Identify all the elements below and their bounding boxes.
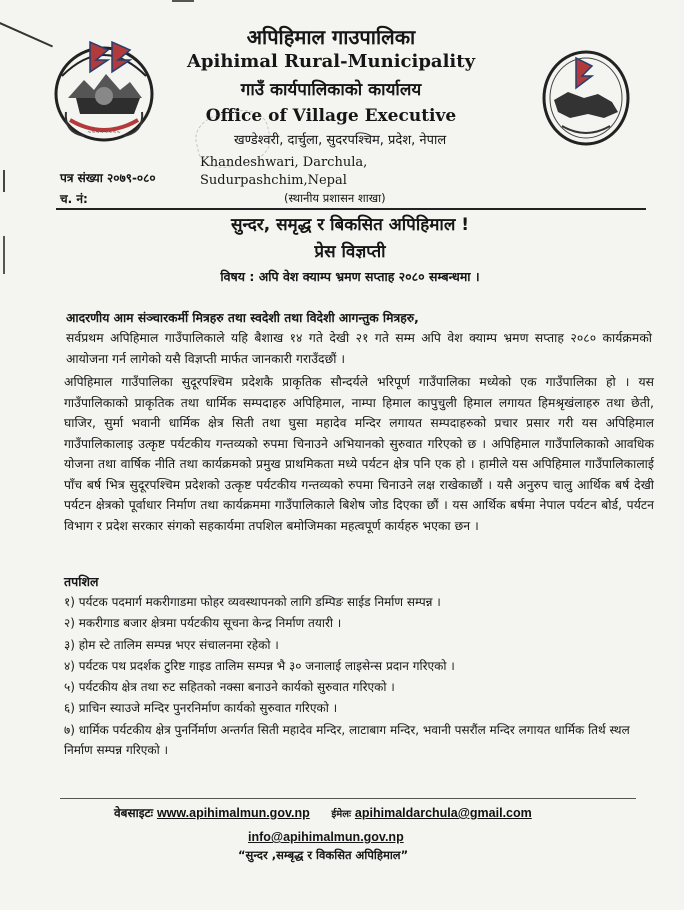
email-link-primary[interactable]: apihimaldarchula@gmail.com (354, 806, 532, 820)
scan-top-fragment (172, 0, 194, 2)
footer-divider (60, 798, 636, 799)
dispatch-number: च. नं: (60, 192, 88, 206)
header-divider (56, 208, 646, 210)
list-item: १) पर्यटक पदमार्ग मकरीगाडमा फोहर व्यवस्थापनको लागि डम्पिङ साईड निर्माण सम्पन्न । (64, 595, 441, 609)
office-name-np: गाउँ कार्यपालिकाको कार्यालय (240, 80, 422, 100)
office-name-en: Office of Village Executive (205, 106, 457, 126)
tapsil-list (64, 592, 656, 760)
list-item: ६) प्राचिन स्याउजे मन्दिर पुनरनिर्माण कार्यको सुरुवात गरिएको । (64, 701, 338, 716)
svg-text:~~~~~~~~: ~~~~~~~~ (87, 130, 121, 136)
scan-edge-mark (3, 170, 5, 192)
office-address-np: खण्डेश्वरी, दार्चुला, सुदरपश्चिम, प्रदेश, नेपाल (234, 133, 447, 148)
footer-slogan: “सुन्दर ,सम्बृद्ध र विकसित अपिहिमाल” (238, 848, 409, 862)
email-label: ईमेलः (331, 809, 352, 820)
subject-line: विषय : अपि वेश क्याम्प भ्रमण सप्ताह २०८० सम्बन्धमा । (220, 269, 480, 284)
office-address-en: Khandeshwari, Darchula, Sudurpashchim,Nepal (200, 155, 368, 188)
municipality-name-np: अपिहिमाल गाउपालिका (246, 25, 416, 49)
list-item: ३) होम स्टे तालिम सम्पन्न भएर संचालनमा रहेको । (64, 637, 279, 652)
website-link[interactable]: www.apihimalmun.gov.np (156, 806, 310, 820)
list-item: ७) धार्मिक पर्यटकीय क्षेत्र पुनर्निर्माण अन्तर्गत सिती महादेव मन्दिर, लाटाबाग मन्दिर, भवानी पसरौंल मन्दिर लगायत धार्मिक तिर्थ स्थल निर्माण सम्पन्न गरिएको । (64, 722, 630, 757)
scan-edge-line (0, 22, 53, 47)
municipality-name-en: Apihimal Rural-Municipality (186, 51, 476, 72)
government-emblem-icon (50, 36, 158, 148)
section-label: (स्थानीय प्रशासन शाखा) (284, 191, 386, 205)
scan-edge-mark (3, 236, 5, 274)
footer-contact-row (114, 804, 654, 824)
document-title: प्रेस विज्ञप्ती (314, 242, 386, 262)
salutation: आदरणीय आम संञ्चारकर्मी मित्रहरु तथा स्वदेशी तथा विदेशी आगन्तुक मित्रहरु, (66, 311, 419, 325)
reference-number: पत्र संख्या २०७९-०८० (60, 171, 156, 185)
list-item: २) मकरीगाड बजार क्षेत्रमा पर्यटकीय सूचना केन्द्र निर्माण तयारी । (64, 616, 342, 631)
list-item: ५) पर्यटकीय क्षेत्र तथा रुट सहितको नक्सा बनाउने कार्यको सुरुवात गरिएको । (64, 680, 395, 695)
nepal-map-emblem-icon (540, 48, 632, 148)
slogan-heading: सुन्दर, समृद्ध र बिकसित अपिहिमाल ! (230, 215, 470, 235)
email-link-secondary[interactable]: info@apihimalmun.gov.np (248, 830, 404, 844)
paragraph-intro: सर्वप्रथम अपिहिमाल गाउँपालिकाले यहि बैशाख १४ गते देखी २१ गते सम्म अपि वेश क्याम्प भ्रमण सप्ताह २०८० कार्यक्रमको आयोजना गर्न लागेको यसै विज्ञप्ती मार्फत जानकारी गराउँदछौं । (66, 331, 652, 366)
list-item: ४) पर्यटक पथ प्रदर्शक टुरिष्ट गाइड तालिम सम्पन्न भै ३० जनालाई लाइसेन्स प्रदान गरिएको । (64, 658, 455, 673)
paragraph-details: अपिहिमाल गाउँपालिका सुदूरपश्चिम प्रदेशकै प्राकृतिक सौन्दर्यले भरिपूर्ण गाउँपालिका मध्येको एक गाउँपालिका हो । यस गाउँपालिकाको प्राकृतिक तथा धार्मिक सम्पदाहरु अपिहिमाल, नाम्पा हिमाल कापुचुली हिमाल लगायत हिमश्रृखंलाहरु तथा छेती, घाजिर, सुर्मा भवानी धार्मिक क्षेत्र सिती तथा घुसा महादेव मन्दिर लगायत सम्पदाहरुको प्रचार प्रसार गरी यस अपिहिमाल गाउँपालिकालाइ उत्कृष्ट पर्यटकीय गन्तव्यको रुपमा चिनाउने अभियानको सुरुवात गरिएको छ । अपिहिमाल गाउँपालिकाको आवधिक योजना तथा वार्षिक नीति तथा कार्यक्रमको प्रमुख प्राथमिकता मध्ये पर्यटन क्षेत्र पनि एक हो । हामीले यस अपिहिमाल गाउँपालिकालाई पाँच बर्ष भित्र सुदूरपश्चिम प्रदेशको उत्कृष्ट पर्यटकीय गन्तव्यको रुपमा चिनाउने लक्ष राखेकाछौं । यसै अनुरुप चालु आर्थिक बर्ष देखी पर्यटन क्षेत्रको पूर्वाधार निर्माण तथा कार्यक्रममा गाउँपालिकाले बिशेष जोड दिएका छौं । यस आर्थिक बर्षमा नेपाल पर्यटन बोर्ड, पर्यटन विभाग र प्रदेश सरकार संगको सहकार्यमा तपशिल बमोजिमका महत्वपूर्ण कार्यहरु भएका छन । (64, 375, 654, 533)
tapsil-heading: तपशिल (64, 574, 99, 589)
website-label: वेबसाइटः (114, 806, 154, 820)
